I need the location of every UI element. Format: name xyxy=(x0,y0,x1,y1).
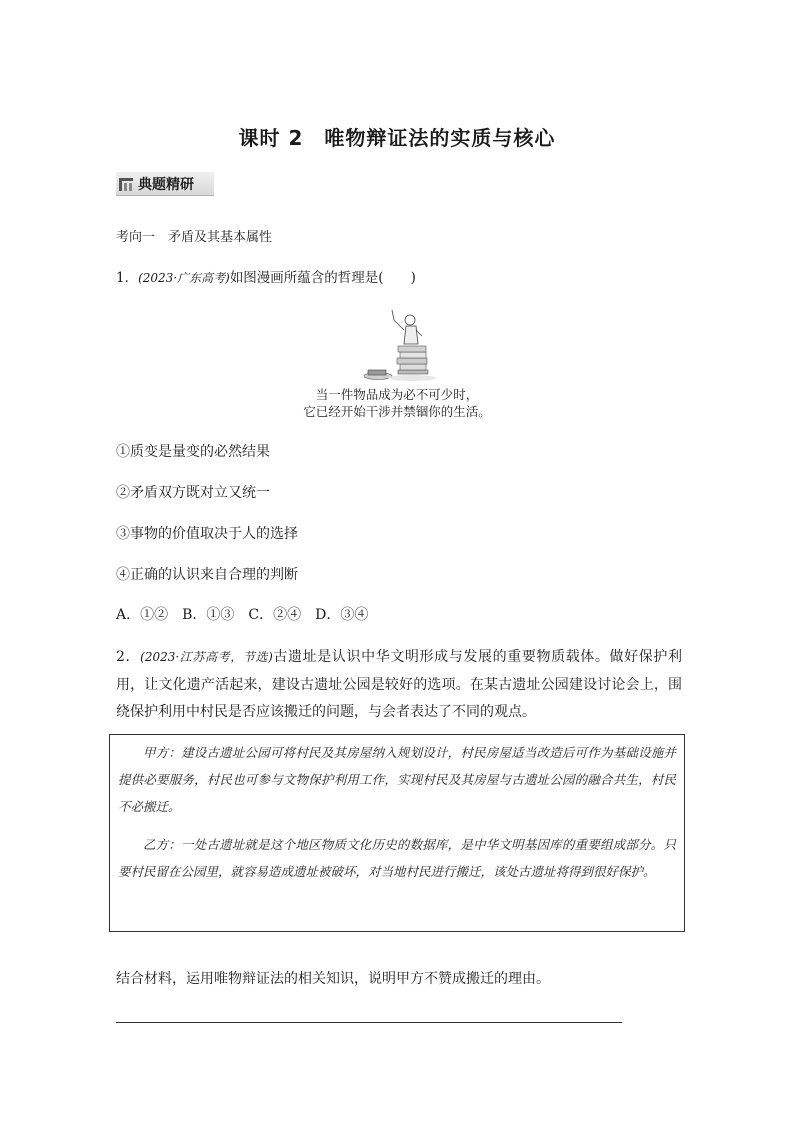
section-title: 典题精研 xyxy=(138,176,194,193)
question-1-stem xyxy=(116,266,416,286)
question-2-stem xyxy=(116,644,682,727)
question-1-text: 如图漫画所蕴含的哲理是( ) xyxy=(229,270,416,286)
answer-choices: A．①② B．①③ C．②④ D．③④ xyxy=(116,607,369,623)
cartoon-caption xyxy=(0,386,794,420)
topic-heading: 考向一 矛盾及其基本属性 xyxy=(116,230,273,245)
question-2-number: 2． xyxy=(116,649,141,665)
cartoon-illustration xyxy=(340,306,450,384)
answer-line[interactable] xyxy=(116,1022,622,1023)
material-party-b: 乙方：一处古遗址就是这个地区物质文化历史的数据库，是中华文明基因库的重要组成部分。只要村民留在公园里，就容易造成遗址被破坏，对当地村民进行搬迁，该处古遗址将得到很好保护。 xyxy=(118,837,676,879)
section-header xyxy=(116,172,214,196)
option-4: ④正确的认识来自合理的判断 xyxy=(116,567,298,583)
material-box xyxy=(109,734,685,932)
question-2-prompt: 结合材料，运用唯物辩证法的相关知识，说明甲方不赞成搬迁的理由。 xyxy=(116,971,550,987)
caption-line-1: 当一件物品成为必不可少时， xyxy=(315,387,479,402)
question-1-number: 1． xyxy=(116,270,139,286)
page-title: 课时 2 唯物辩证法的实质与核心 xyxy=(238,126,556,150)
question-2-text: 古遗址是认识中华文明形成与发展的重要物质载体。做好保护利用，让文化遗产活起来，建设古遗址公园是较好的选项。在某古遗址公园建设讨论会上，围绕保护利用中村民是否应该搬迁的问题，与会者表达了不同的观点。 xyxy=(116,649,682,720)
option-1: ①质变是量变的必然结果 xyxy=(116,444,270,460)
option-2: ②矛盾双方既对立又统一 xyxy=(116,485,270,501)
question-2-source: (2023·江苏高考，节选) xyxy=(140,650,273,664)
question-1-source: (2023·广东高考) xyxy=(138,271,230,285)
caption-line-2: 它已经开始干涉并禁锢你的生活。 xyxy=(303,404,491,419)
section-marker-icon xyxy=(118,176,134,192)
material-party-a: 甲方：建设古遗址公园可将村民及其房屋纳入规划设计，村民房屋适当改造后可作为基础设施并提供必要服务，村民也可参与文物保护利用工作，实现村民及其房屋与古遗址公园的融合共生，村民不必搬迁。 xyxy=(118,745,676,814)
option-3: ③事物的价值取决于人的选择 xyxy=(116,526,298,542)
